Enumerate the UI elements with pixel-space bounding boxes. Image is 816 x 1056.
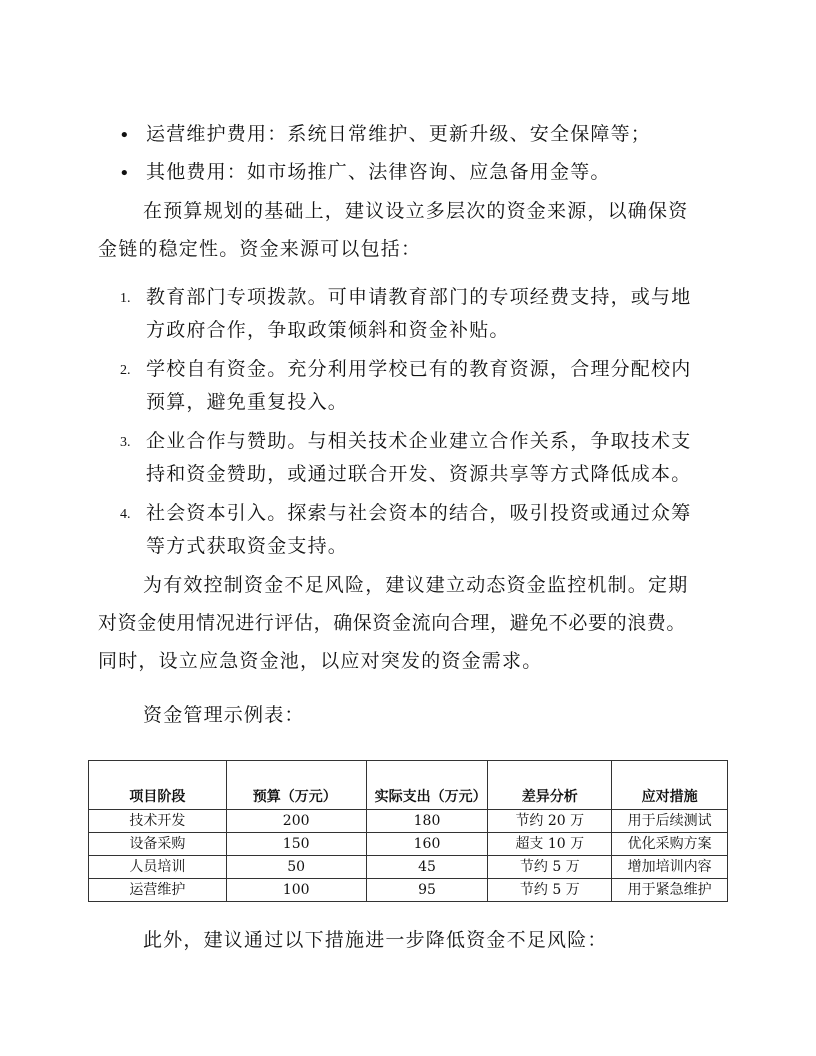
table-cell: 200 (226, 810, 366, 833)
table-cell: 150 (226, 833, 366, 856)
table-header-row (89, 761, 728, 810)
paragraph-line: 金链的稳定性。资金来源可以包括： (98, 238, 422, 260)
table-row (89, 833, 728, 856)
table-row (89, 879, 728, 902)
table-cell: 技术开发 (89, 810, 227, 833)
list-number: 1. (120, 291, 131, 306)
table-cell: 45 (366, 856, 488, 879)
table-cell: 95 (366, 879, 488, 902)
bullet-item: 运营维护费用：系统日常维护、更新升级、安全保障等； (146, 123, 652, 145)
table-cell: 增加培训内容 (612, 856, 728, 879)
column-header: 预算（万元） (226, 761, 366, 810)
paragraph-line: 此外，建议通过以下措施进一步降低资金不足风险： (143, 929, 608, 951)
list-item-line: 社会资本引入。探索与社会资本的结合，吸引投资或通过众筹 (146, 502, 692, 524)
table-cell: 运营维护 (89, 879, 227, 902)
table-row (89, 856, 728, 879)
table-cell: 50 (226, 856, 366, 879)
table-cell: 160 (366, 833, 488, 856)
table-cell: 节约 5 万 (488, 879, 612, 902)
table-cell: 180 (366, 810, 488, 833)
paragraph-line: 同时，设立应急资金池，以应对突发的资金需求。 (98, 650, 543, 672)
table-cell: 设备采购 (89, 833, 227, 856)
list-item-line: 预算，避免重复投入。 (146, 391, 349, 413)
table-cell: 节约 5 万 (488, 856, 612, 879)
paragraph-line: 在预算规划的基础上，建议设立多层次的资金来源，以确保资 (143, 200, 689, 222)
table-cell: 用于紧急维护 (612, 879, 728, 902)
table-cell: 100 (226, 879, 366, 902)
column-header: 实际支出（万元） (366, 761, 488, 810)
table-caption: 资金管理示例表： (143, 704, 305, 726)
list-item-line: 学校自有资金。充分利用学校已有的教育资源，合理分配校内 (146, 358, 692, 380)
list-item-line: 方政府合作，争取政策倾斜和资金补贴。 (146, 319, 510, 341)
list-item-line: 持和资金赞助，或通过联合开发、资源共享等方式降低成本。 (146, 463, 692, 485)
list-number: 2. (120, 363, 131, 378)
fund-management-table (88, 760, 728, 902)
column-header: 差异分析 (488, 761, 612, 810)
bullet-dot: • (119, 125, 130, 146)
list-number: 3. (120, 435, 131, 450)
column-header: 项目阶段 (89, 761, 227, 810)
table-row (89, 810, 728, 833)
table-cell: 人员培训 (89, 856, 227, 879)
table-cell: 优化采购方案 (612, 833, 728, 856)
table-cell: 节约 20 万 (488, 810, 612, 833)
list-number: 4. (120, 507, 131, 522)
column-header: 应对措施 (612, 761, 728, 810)
bullet-item: 其他费用：如市场推广、法律咨询、应急备用金等。 (146, 161, 611, 183)
list-item-line: 企业合作与赞助。与相关技术企业建立合作关系，争取技术支 (146, 430, 692, 452)
bullet-dot: • (119, 163, 130, 184)
paragraph-line: 为有效控制资金不足风险，建议建立动态资金监控机制。定期 (143, 574, 689, 596)
list-item-line: 教育部门专项拨款。可申请教育部门的专项经费支持，或与地 (146, 286, 692, 308)
table-cell: 超支 10 万 (488, 833, 612, 856)
list-item-line: 等方式获取资金支持。 (146, 535, 349, 557)
paragraph-line: 对资金使用情况进行评估，确保资金流向合理，避免不必要的浪费。 (98, 612, 687, 634)
table-cell: 用于后续测试 (612, 810, 728, 833)
